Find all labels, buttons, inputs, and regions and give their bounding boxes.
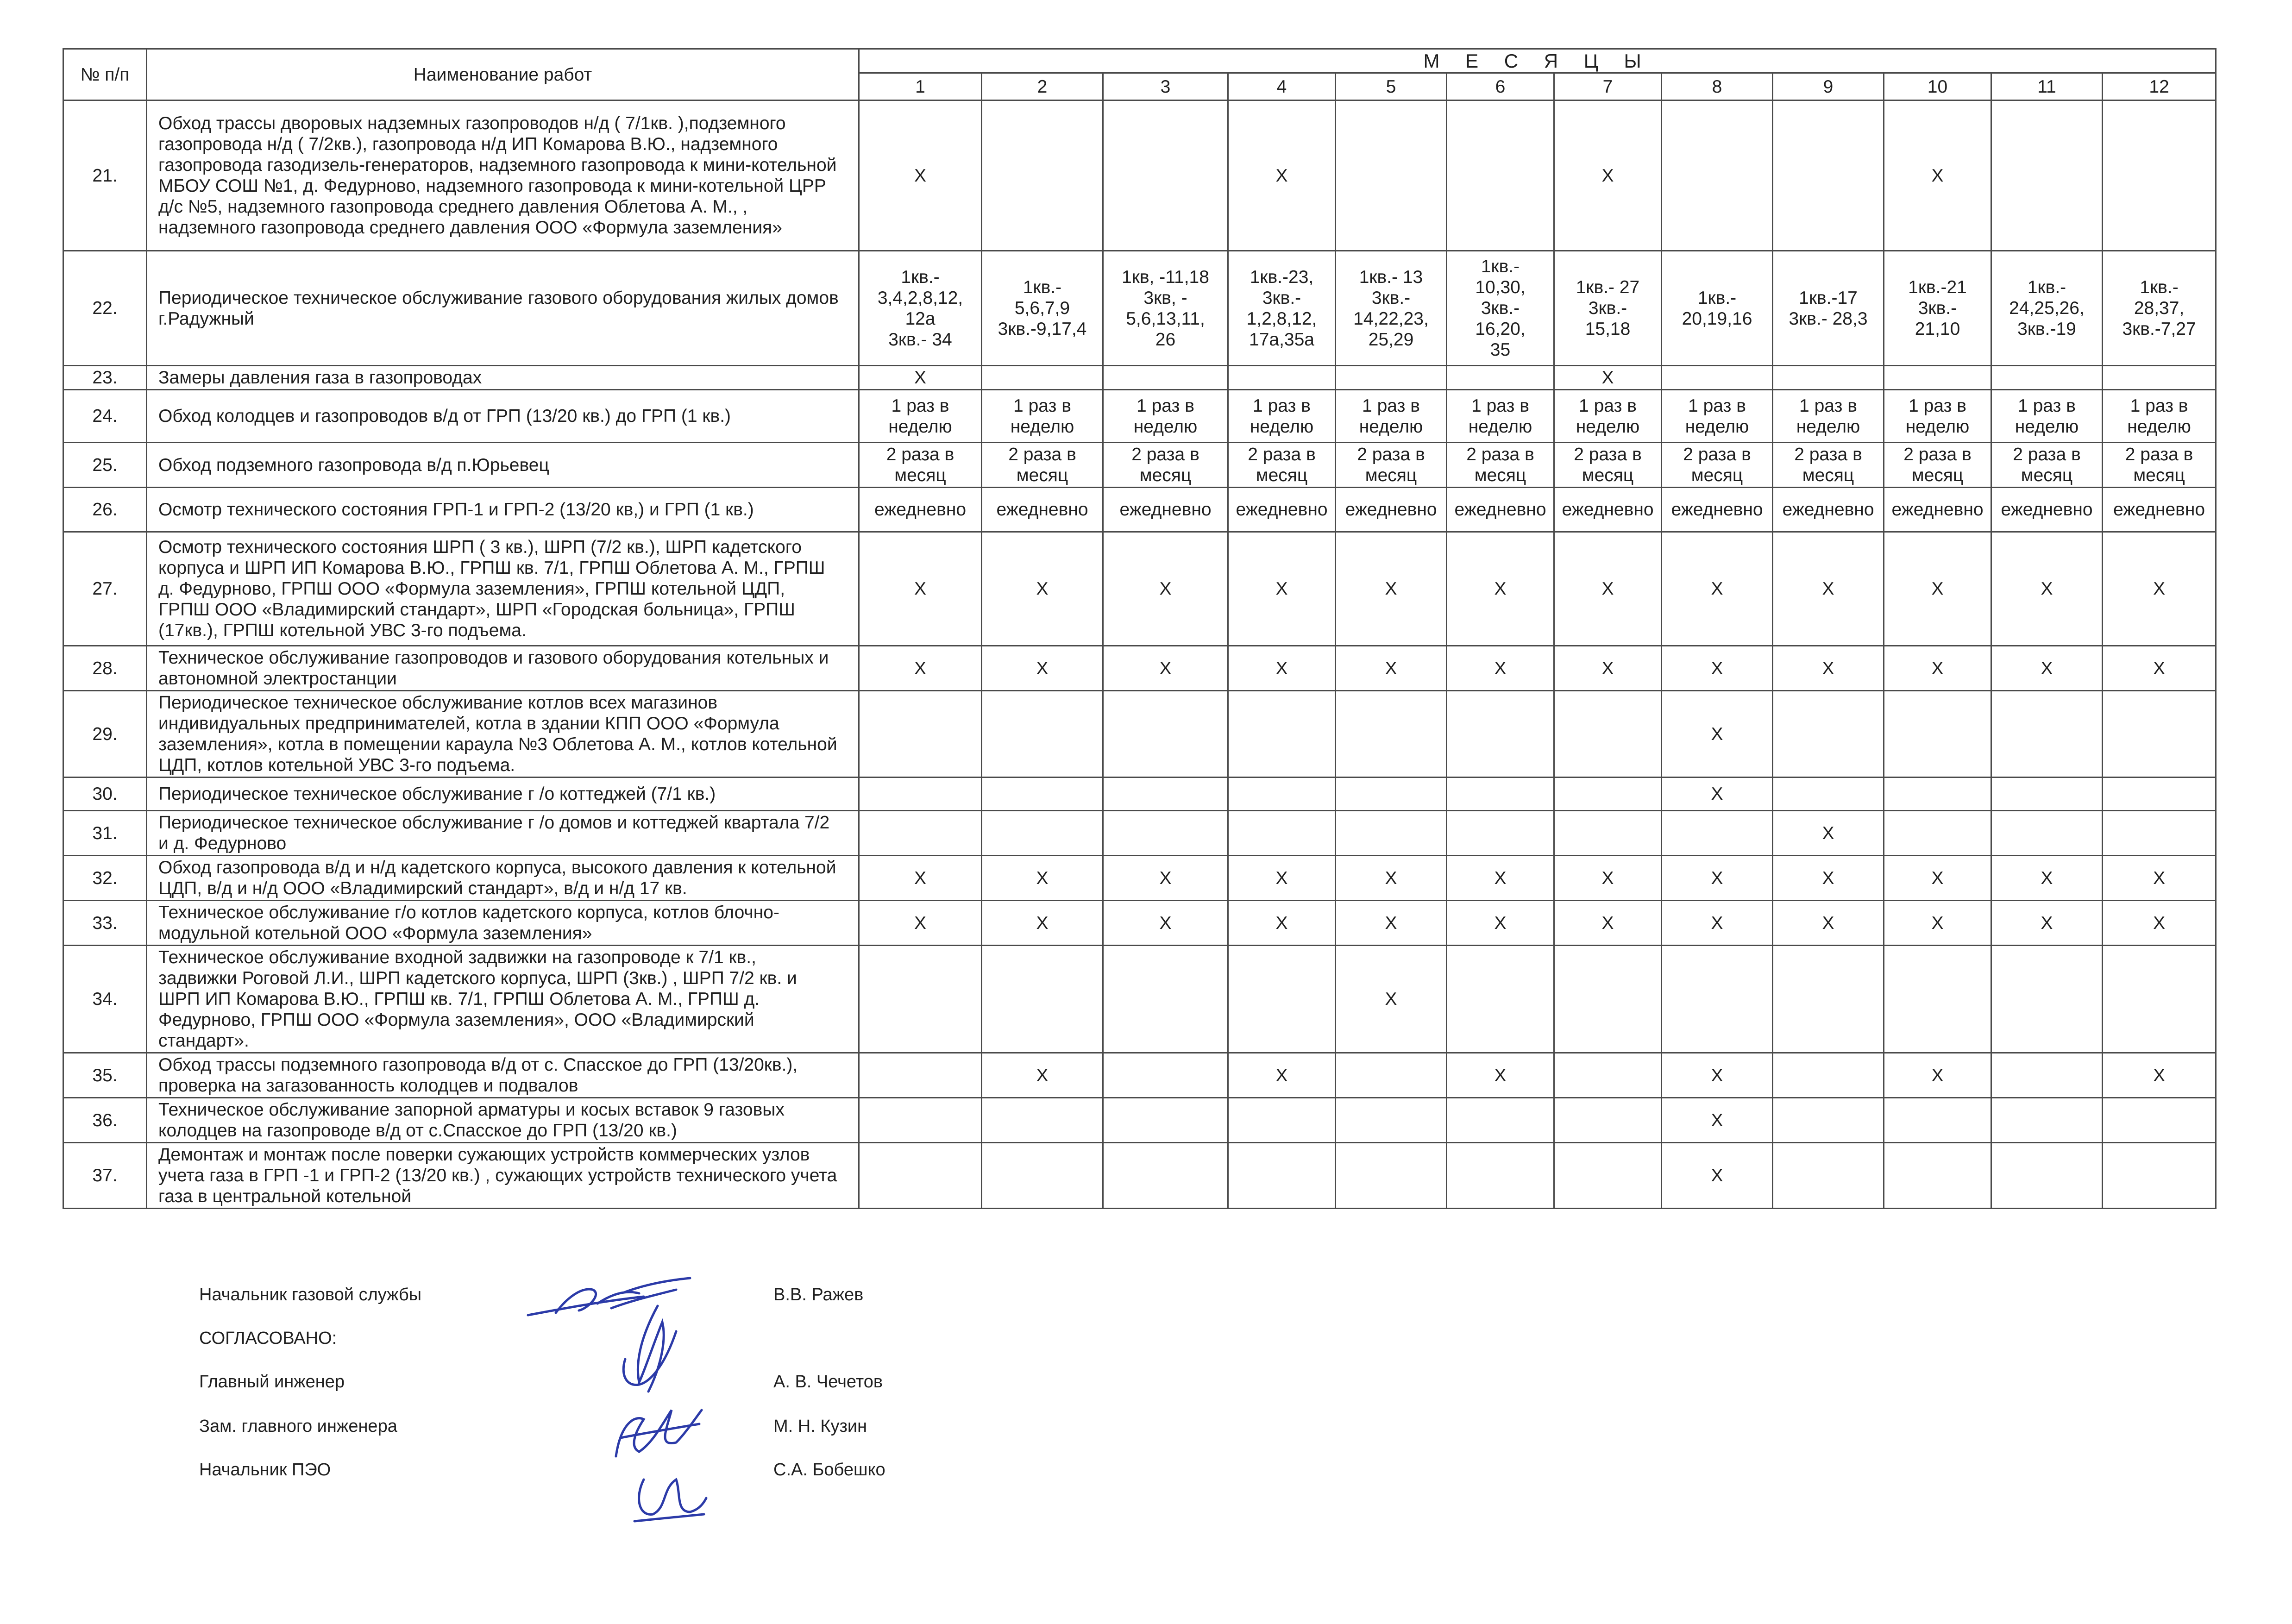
- table-row: [63, 390, 2216, 443]
- row-number: 25.: [63, 443, 147, 488]
- month-cell-11: X: [1991, 532, 2103, 646]
- table-row: [63, 691, 2216, 778]
- deputy-role: Зам. главного инженера: [199, 1417, 397, 1436]
- month-cell-7: X: [1554, 366, 1662, 390]
- month-cell-3: X: [1103, 901, 1228, 946]
- month-cell-7: [1554, 778, 1662, 811]
- month-cell-11: [1991, 946, 2103, 1053]
- month-cell-5: [1336, 1053, 1447, 1098]
- month-cell-11: X: [1991, 856, 2103, 901]
- header-month-11: 11: [1991, 73, 2103, 100]
- row-number: 24.: [63, 390, 147, 443]
- month-cell-7: 1кв.- 27 3кв.- 15,18: [1554, 251, 1662, 366]
- month-cell-1: X: [859, 646, 982, 691]
- row-number: 36.: [63, 1098, 147, 1143]
- month-cell-4: [1228, 366, 1336, 390]
- work-name: Периодическое техническое обслуживание газового оборудования жилых домов г.Радужный: [147, 251, 859, 366]
- chief-engineer-name: А. В. Чечетов: [773, 1372, 883, 1392]
- month-cell-4: 1кв.-23, 3кв.- 1,2,8,12, 17а,35а: [1228, 251, 1336, 366]
- month-cell-4: X: [1228, 856, 1336, 901]
- month-cell-8: [1662, 946, 1773, 1053]
- work-name: Периодическое техническое обслуживание котлов всех магазинов индивидуальных предпринимателей, котла в здании КПП ООО «Формула заземления», котла в помещении караула №3 Облетова А. М., котлов котельной ЦДП, котлов котельной УВС 3-го подъема.: [147, 691, 859, 778]
- month-cell-3: X: [1103, 856, 1228, 901]
- head-name: В.В. Ражев: [773, 1285, 864, 1304]
- month-cell-10: [1884, 1098, 1991, 1143]
- month-cell-5: ежедневно: [1336, 488, 1447, 532]
- month-cell-12: [2103, 778, 2216, 811]
- month-cell-7: X: [1554, 532, 1662, 646]
- month-cell-9: [1773, 946, 1884, 1053]
- month-cell-7: 1 раз в неделю: [1554, 390, 1662, 443]
- month-cell-12: [2103, 1143, 2216, 1209]
- month-cell-3: [1103, 100, 1228, 251]
- row-number: 30.: [63, 778, 147, 811]
- month-cell-1: [859, 1098, 982, 1143]
- month-cell-4: 2 раза в месяц: [1228, 443, 1336, 488]
- month-cell-2: X: [982, 1053, 1103, 1098]
- work-name: Осмотр технического состояния ГРП-1 и ГРП-2 (13/20 кв,) и ГРП (1 кв.): [147, 488, 859, 532]
- month-cell-6: [1447, 366, 1554, 390]
- row-number: 29.: [63, 691, 147, 778]
- month-cell-12: X: [2103, 1053, 2216, 1098]
- work-name: Обход газопровода в/д и н/д кадетского корпуса, высокого давления к котельной ЦДП, в/д и н/д ООО «Владимирский стандарт», в/д и н/д 17 кв.: [147, 856, 859, 901]
- work-name: Техническое обслуживание г/о котлов кадетского корпуса, котлов блочно-модульной котельной ООО «Формула заземления»: [147, 901, 859, 946]
- table-row: [63, 1053, 2216, 1098]
- month-cell-11: [1991, 811, 2103, 856]
- month-cell-5: X: [1336, 646, 1447, 691]
- header-month-3: 3: [1103, 73, 1228, 100]
- month-cell-6: [1447, 811, 1554, 856]
- month-cell-2: [982, 778, 1103, 811]
- month-cell-2: X: [982, 646, 1103, 691]
- month-cell-5: [1336, 1098, 1447, 1143]
- work-name: Обход колодцев и газопроводов в/д от ГРП (13/20 кв.) до ГРП (1 кв.): [147, 390, 859, 443]
- month-cell-12: 1кв.- 28,37, 3кв.-7,27: [2103, 251, 2216, 366]
- month-cell-2: [982, 1143, 1103, 1209]
- row-number: 33.: [63, 901, 147, 946]
- table-row: [63, 251, 2216, 366]
- month-cell-9: X: [1773, 646, 1884, 691]
- month-cell-6: X: [1447, 646, 1554, 691]
- month-cell-12: 1 раз в неделю: [2103, 390, 2216, 443]
- header-month-9: 9: [1773, 73, 1884, 100]
- month-cell-9: X: [1773, 811, 1884, 856]
- month-cell-9: ежедневно: [1773, 488, 1884, 532]
- month-cell-9: [1773, 100, 1884, 251]
- month-cell-2: 1кв.- 5,6,7,9 3кв.-9,17,4: [982, 251, 1103, 366]
- month-cell-8: X: [1662, 778, 1773, 811]
- month-cell-8: X: [1662, 646, 1773, 691]
- month-cell-3: [1103, 1098, 1228, 1143]
- month-cell-11: [1991, 366, 2103, 390]
- work-name: Обход трассы дворовых надземных газопроводов н/д ( 7/1кв. ),подземного газопровода н/д ( 7/2кв.), газопровода н/д ИП Комарова В.Ю., надземного газопровода газодизель-генераторов, надземного газопровода к мини-котельной МБОУ СОШ №1, д. Федурново, надземного газопровода к мини-котельной ЦРР д/с №5, надземного газопровода среднего давления Облетова А. М., , надземного газопровода среднего давления ООО «Формула заземления»: [147, 100, 859, 251]
- month-cell-7: ежедневно: [1554, 488, 1662, 532]
- month-cell-4: [1228, 778, 1336, 811]
- month-cell-6: X: [1447, 1053, 1554, 1098]
- month-cell-4: 1 раз в неделю: [1228, 390, 1336, 443]
- month-cell-1: [859, 778, 982, 811]
- month-cell-1: 1 раз в неделю: [859, 390, 982, 443]
- month-cell-10: [1884, 366, 1991, 390]
- month-cell-12: ежедневно: [2103, 488, 2216, 532]
- month-cell-7: [1554, 811, 1662, 856]
- month-cell-7: X: [1554, 646, 1662, 691]
- work-name: Техническое обслуживание входной задвижки на газопроводе к 7/1 кв., задвижки Роговой Л.И., ШРП кадетского корпуса, ШРП (3кв.) , ШРП 7/2 кв. и ШРП ИП Комарова В.Ю., ГРПШ кв. 7/1, ГРПШ Облетова А. М., ГРПШ д. Федурново, ГРПШ ООО «Формула заземления», ООО «Владимирский стандарт».: [147, 946, 859, 1053]
- work-name: Периодическое техническое обслуживание г /о домов и коттеджей квартала 7/2 и д. Федурново: [147, 811, 859, 856]
- work-name: Замеры давления газа в газопроводах: [147, 366, 859, 390]
- month-cell-1: X: [859, 100, 982, 251]
- month-cell-10: 1 раз в неделю: [1884, 390, 1991, 443]
- month-cell-10: 2 раза в месяц: [1884, 443, 1991, 488]
- month-cell-10: X: [1884, 901, 1991, 946]
- row-number: 37.: [63, 1143, 147, 1209]
- month-cell-6: [1447, 1098, 1554, 1143]
- month-cell-1: X: [859, 366, 982, 390]
- table-row: [63, 778, 2216, 811]
- month-cell-12: X: [2103, 901, 2216, 946]
- month-cell-11: [1991, 778, 2103, 811]
- month-cell-1: X: [859, 856, 982, 901]
- peo-name: С.А. Бобешко: [773, 1460, 885, 1480]
- month-cell-11: 1кв.- 24,25,26, 3кв.-19: [1991, 251, 2103, 366]
- month-cell-4: [1228, 946, 1336, 1053]
- month-cell-2: X: [982, 901, 1103, 946]
- approved-label: СОГЛАСОВАНО:: [199, 1329, 337, 1348]
- month-cell-2: ежедневно: [982, 488, 1103, 532]
- month-cell-11: [1991, 1053, 2103, 1098]
- month-cell-3: [1103, 1143, 1228, 1209]
- table-row: [63, 811, 2216, 856]
- month-cell-11: ежедневно: [1991, 488, 2103, 532]
- month-cell-11: X: [1991, 901, 2103, 946]
- month-cell-10: [1884, 1143, 1991, 1209]
- month-cell-1: X: [859, 532, 982, 646]
- month-cell-4: [1228, 811, 1336, 856]
- month-cell-5: X: [1336, 856, 1447, 901]
- month-cell-11: [1991, 691, 2103, 778]
- month-cell-1: 2 раза в месяц: [859, 443, 982, 488]
- month-cell-9: 2 раза в месяц: [1773, 443, 1884, 488]
- month-cell-7: [1554, 691, 1662, 778]
- month-cell-5: [1336, 691, 1447, 778]
- peo-role: Начальник ПЭО: [199, 1460, 331, 1480]
- month-cell-2: [982, 100, 1103, 251]
- month-cell-10: ежедневно: [1884, 488, 1991, 532]
- month-cell-8: X: [1662, 1053, 1773, 1098]
- month-cell-3: X: [1103, 646, 1228, 691]
- month-cell-8: X: [1662, 691, 1773, 778]
- row-number: 28.: [63, 646, 147, 691]
- month-cell-12: X: [2103, 646, 2216, 691]
- header-num: № п/п: [63, 49, 147, 100]
- month-cell-9: [1773, 1053, 1884, 1098]
- month-cell-3: [1103, 778, 1228, 811]
- month-cell-11: [1991, 1098, 2103, 1143]
- deputy-name: М. Н. Кузин: [773, 1417, 867, 1436]
- month-cell-1: 1кв.- 3,4,2,8,12, 12а 3кв.- 34: [859, 251, 982, 366]
- month-cell-9: X: [1773, 532, 1884, 646]
- work-name: Демонтаж и монтаж после поверки сужающих устройств коммерческих узлов учета газа в ГРП -1 и ГРП-2 (13/20 кв.) , сужающих устройств технического учета газа в центральной котельной: [147, 1143, 859, 1209]
- month-cell-5: X: [1336, 532, 1447, 646]
- header-month-10: 10: [1884, 73, 1991, 100]
- month-cell-12: 2 раза в месяц: [2103, 443, 2216, 488]
- table-row: [63, 443, 2216, 488]
- month-cell-9: [1773, 778, 1884, 811]
- month-cell-5: [1336, 811, 1447, 856]
- month-cell-4: [1228, 1143, 1336, 1209]
- month-cell-2: [982, 691, 1103, 778]
- table-row: [63, 856, 2216, 901]
- work-name: Обход подземного газопровода в/д п.Юрьевец: [147, 443, 859, 488]
- month-cell-2: 1 раз в неделю: [982, 390, 1103, 443]
- month-cell-4: X: [1228, 532, 1336, 646]
- month-cell-5: X: [1336, 946, 1447, 1053]
- table-row: [63, 532, 2216, 646]
- month-cell-2: [982, 1098, 1103, 1143]
- month-cell-10: X: [1884, 856, 1991, 901]
- table-row: [63, 646, 2216, 691]
- month-cell-10: [1884, 778, 1991, 811]
- chief-engineer-role: Главный инженер: [199, 1372, 345, 1392]
- row-number: 34.: [63, 946, 147, 1053]
- month-cell-6: X: [1447, 901, 1554, 946]
- month-cell-6: [1447, 946, 1554, 1053]
- work-name: Техническое обслуживание газопроводов и газового оборудования котельных и автономной электростанции: [147, 646, 859, 691]
- month-cell-8: ежедневно: [1662, 488, 1773, 532]
- month-cell-10: [1884, 811, 1991, 856]
- month-cell-8: [1662, 366, 1773, 390]
- month-cell-2: [982, 946, 1103, 1053]
- table-row: [63, 1143, 2216, 1209]
- month-cell-12: [2103, 100, 2216, 251]
- month-cell-1: [859, 691, 982, 778]
- month-cell-7: 2 раза в месяц: [1554, 443, 1662, 488]
- month-cell-10: X: [1884, 532, 1991, 646]
- month-cell-6: 2 раза в месяц: [1447, 443, 1554, 488]
- header-month-12: 12: [2103, 73, 2216, 100]
- month-cell-8: X: [1662, 532, 1773, 646]
- month-cell-5: [1336, 100, 1447, 251]
- month-cell-8: X: [1662, 1098, 1773, 1143]
- month-cell-1: X: [859, 901, 982, 946]
- work-name: Периодическое техническое обслуживание г /о коттеджей (7/1 кв.): [147, 778, 859, 811]
- month-cell-3: 2 раза в месяц: [1103, 443, 1228, 488]
- month-cell-5: 1 раз в неделю: [1336, 390, 1447, 443]
- month-cell-3: [1103, 946, 1228, 1053]
- row-number: 26.: [63, 488, 147, 532]
- month-cell-10: X: [1884, 646, 1991, 691]
- head-role: Начальник газовой службы: [199, 1285, 422, 1304]
- month-cell-4: X: [1228, 901, 1336, 946]
- month-cell-10: [1884, 691, 1991, 778]
- month-cell-3: [1103, 691, 1228, 778]
- work-name: Осмотр технического состояния ШРП ( 3 кв.), ШРП (7/2 кв.), ШРП кадетского корпуса и ШРП ИП Комарова В.Ю., ГРПШ кв. 7/1, ГРПШ Облетова А. М., ГРПШ д. Федурново, ГРПШ ООО «Формула заземления», ГРПШ котельной ЦДП, ГРПШ ООО «Владимирский стандарт», ШРП «Городская больница», ГРПШ (17кв.), ГРПШ котельной УВС 3-го подъема.: [147, 532, 859, 646]
- month-cell-3: 1 раз в неделю: [1103, 390, 1228, 443]
- month-cell-1: [859, 946, 982, 1053]
- work-name: Техническое обслуживание запорной арматуры и косых вставок 9 газовых колодцев на газопроводе в/д от с.Спасское до ГРП (13/20 кв.): [147, 1098, 859, 1143]
- month-cell-6: ежедневно: [1447, 488, 1554, 532]
- row-number: 23.: [63, 366, 147, 390]
- header-month-2: 2: [982, 73, 1103, 100]
- month-cell-6: 1кв.- 10,30, 3кв.- 16,20, 35: [1447, 251, 1554, 366]
- month-cell-4: X: [1228, 646, 1336, 691]
- month-cell-4: X: [1228, 1053, 1336, 1098]
- month-cell-1: ежедневно: [859, 488, 982, 532]
- table-row: [63, 488, 2216, 532]
- row-number: 35.: [63, 1053, 147, 1098]
- table-row: [63, 366, 2216, 390]
- month-cell-4: [1228, 691, 1336, 778]
- month-cell-3: ежедневно: [1103, 488, 1228, 532]
- month-cell-9: [1773, 691, 1884, 778]
- month-cell-3: 1кв, -11,18 3кв, - 5,6,13,11, 26: [1103, 251, 1228, 366]
- table-row: [63, 100, 2216, 251]
- month-cell-9: [1773, 1143, 1884, 1209]
- row-number: 27.: [63, 532, 147, 646]
- month-cell-11: X: [1991, 646, 2103, 691]
- month-cell-7: X: [1554, 100, 1662, 251]
- month-cell-8: 2 раза в месяц: [1662, 443, 1773, 488]
- month-cell-6: X: [1447, 532, 1554, 646]
- header-months: М Е С Я Ц Ы: [859, 49, 2216, 73]
- header-month-6: 6: [1447, 73, 1554, 100]
- month-cell-1: [859, 1053, 982, 1098]
- month-cell-3: [1103, 366, 1228, 390]
- header-name: Наименование работ: [147, 49, 859, 100]
- month-cell-8: X: [1662, 856, 1773, 901]
- month-cell-1: [859, 1143, 982, 1209]
- month-cell-7: X: [1554, 856, 1662, 901]
- month-cell-3: X: [1103, 532, 1228, 646]
- table-row: [63, 1098, 2216, 1143]
- approval-signatures-icon: [607, 1304, 709, 1526]
- header-month-7: 7: [1554, 73, 1662, 100]
- header-month-1: 1: [859, 73, 982, 100]
- month-cell-9: [1773, 1098, 1884, 1143]
- month-cell-9: X: [1773, 901, 1884, 946]
- month-cell-7: [1554, 946, 1662, 1053]
- month-cell-10: [1884, 946, 1991, 1053]
- month-cell-5: [1336, 366, 1447, 390]
- row-number: 31.: [63, 811, 147, 856]
- month-cell-10: 1кв.-21 3кв.- 21,10: [1884, 251, 1991, 366]
- month-cell-11: [1991, 100, 2103, 251]
- row-number: 21.: [63, 100, 147, 251]
- header-month-5: 5: [1336, 73, 1447, 100]
- month-cell-9: X: [1773, 856, 1884, 901]
- table-row: [63, 901, 2216, 946]
- month-cell-5: X: [1336, 901, 1447, 946]
- table-row: [63, 946, 2216, 1053]
- month-cell-1: [859, 811, 982, 856]
- month-cell-8: [1662, 100, 1773, 251]
- month-cell-11: [1991, 1143, 2103, 1209]
- month-cell-12: [2103, 946, 2216, 1053]
- month-cell-10: X: [1884, 100, 1991, 251]
- month-cell-8: 1кв.- 20,19,16: [1662, 251, 1773, 366]
- month-cell-6: 1 раз в неделю: [1447, 390, 1554, 443]
- month-cell-8: 1 раз в неделю: [1662, 390, 1773, 443]
- month-cell-12: X: [2103, 856, 2216, 901]
- month-cell-3: [1103, 1053, 1228, 1098]
- month-cell-12: [2103, 1098, 2216, 1143]
- month-cell-12: [2103, 691, 2216, 778]
- month-cell-9: 1 раз в неделю: [1773, 390, 1884, 443]
- month-cell-6: [1447, 691, 1554, 778]
- month-cell-10: X: [1884, 1053, 1991, 1098]
- month-cell-2: 2 раза в месяц: [982, 443, 1103, 488]
- month-cell-2: [982, 811, 1103, 856]
- month-cell-6: [1447, 100, 1554, 251]
- month-cell-9: 1кв.-17 3кв.- 28,3: [1773, 251, 1884, 366]
- month-cell-2: X: [982, 856, 1103, 901]
- month-cell-7: X: [1554, 901, 1662, 946]
- header-month-4: 4: [1228, 73, 1336, 100]
- month-cell-9: [1773, 366, 1884, 390]
- month-cell-7: [1554, 1053, 1662, 1098]
- month-cell-12: [2103, 811, 2216, 856]
- month-cell-3: [1103, 811, 1228, 856]
- row-number: 22.: [63, 251, 147, 366]
- month-cell-4: ежедневно: [1228, 488, 1336, 532]
- work-name: Обход трассы подземного газопровода в/д от с. Спасское до ГРП (13/20кв.), проверка на загазованность колодцев и подвалов: [147, 1053, 859, 1098]
- month-cell-12: [2103, 366, 2216, 390]
- row-number: 32.: [63, 856, 147, 901]
- month-cell-12: X: [2103, 532, 2216, 646]
- month-cell-7: [1554, 1098, 1662, 1143]
- header-month-8: 8: [1662, 73, 1773, 100]
- month-cell-5: [1336, 1143, 1447, 1209]
- month-cell-4: X: [1228, 100, 1336, 251]
- signature-block: [199, 1285, 986, 1507]
- month-cell-6: [1447, 778, 1554, 811]
- month-cell-5: [1336, 778, 1447, 811]
- month-cell-5: 2 раза в месяц: [1336, 443, 1447, 488]
- month-cell-8: X: [1662, 1143, 1773, 1209]
- month-cell-6: [1447, 1143, 1554, 1209]
- month-cell-2: [982, 366, 1103, 390]
- month-cell-7: [1554, 1143, 1662, 1209]
- month-cell-6: X: [1447, 856, 1554, 901]
- month-cell-4: [1228, 1098, 1336, 1143]
- month-cell-11: 2 раза в месяц: [1991, 443, 2103, 488]
- month-cell-8: X: [1662, 901, 1773, 946]
- month-cell-2: X: [982, 532, 1103, 646]
- month-cell-5: 1кв.- 13 3кв.- 14,22,23, 25,29: [1336, 251, 1447, 366]
- month-cell-8: [1662, 811, 1773, 856]
- work-schedule-table: [63, 48, 2217, 1209]
- month-cell-11: 1 раз в неделю: [1991, 390, 2103, 443]
- table-body: [63, 100, 2216, 1209]
